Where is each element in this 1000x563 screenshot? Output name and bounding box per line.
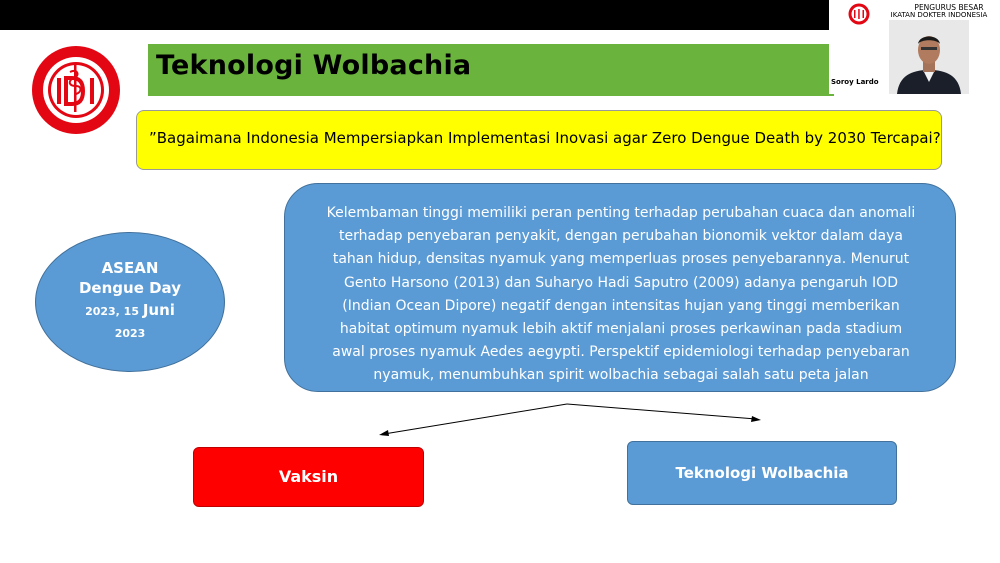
- event-line-2: Dengue Day: [78, 279, 181, 297]
- body-line: nyamuk, menumbuhkan spirit wolbachia sebagai salah satu peta jalan: [373, 367, 869, 384]
- vaksin-box: Vaksin: [193, 447, 424, 507]
- idi-small-logo-icon: [848, 3, 870, 25]
- question-box: [136, 110, 942, 170]
- event-month: Juni: [142, 301, 175, 319]
- body-line: Kelembaman tinggi memiliki peran penting terhadap perubahan cuaca dan anomali: [326, 205, 916, 221]
- event-line-4: 2023: [114, 327, 146, 340]
- body-text-box: [284, 183, 956, 392]
- participant-video: [889, 20, 969, 94]
- body-line: terhadap penyebaran penyakit, dengan perubahan bionomik vektor dalam daya: [339, 228, 903, 245]
- body-line: habitat optimum nyamuk lebih aktif menjalani proses perkawinan pada stadium: [339, 321, 903, 338]
- body-line: (Indian Ocean Dipore) negatif dengan intensitas hujan yang tinggi memberikan: [342, 297, 900, 314]
- body-line: Gento Harsono (2013) dan Suharyo Hadi Saputro (2009) adanya pengaruh IOD: [344, 274, 898, 291]
- body-line: tahan hidup, densitas nyamuk yang memperluas proses penyebarannya. Menurut: [332, 251, 910, 268]
- teknologi-wolbachia-box: Teknologi Wolbachia: [627, 441, 897, 505]
- webcam-overlay: [829, 0, 1000, 94]
- body-paragraph: [307, 202, 935, 388]
- participant-name: Soroy Lardo: [831, 78, 879, 86]
- idi-logo-icon: [30, 44, 122, 136]
- event-badge: [35, 232, 225, 372]
- title-banner: [148, 44, 834, 96]
- org-name-line-1: PENGURUS BESAR: [914, 3, 984, 12]
- event-date-prefix: 2023, 15: [85, 305, 143, 318]
- body-line: awal proses nyamuk Aedes aegypti. Perspektif epidemiologi terhadap penyebaran: [332, 344, 910, 361]
- event-line-1: ASEAN: [101, 259, 159, 277]
- question-text: ”Bagaimana Indonesia Mempersiapkan Implementasi Inovasi agar Zero Dengue Death by 2030 Tercapai?: [149, 129, 941, 147]
- event-line-3: [36, 301, 224, 319]
- slide-title: Teknologi Wolbachia: [156, 50, 472, 81]
- org-name-line-2: IKATAN DOKTER INDONESIA: [890, 11, 988, 19]
